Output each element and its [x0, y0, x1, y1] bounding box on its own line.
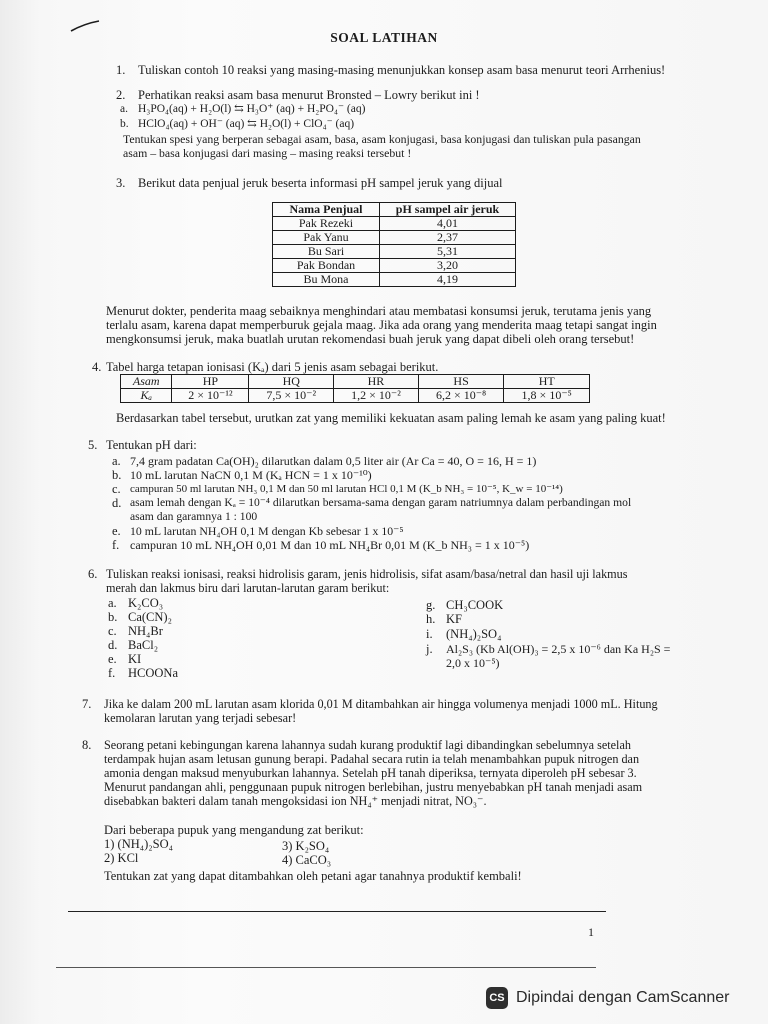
item-label: d.: [112, 496, 122, 510]
item-label: c.: [112, 482, 121, 496]
question-number: 3.: [116, 176, 126, 190]
ka-value-cell: 7,5 × 10⁻²: [249, 389, 334, 403]
acid-name-cell: HP: [172, 375, 249, 389]
question-task: Tentukan spesi yang berperan sebagai asam, basa, asam konjugasi, basa konjugasi dan tuliskan pula pasangan: [123, 132, 641, 146]
item-label: e.: [108, 652, 117, 666]
item-label: b.: [108, 610, 118, 624]
item-label: b.: [120, 118, 129, 130]
table-row: [273, 245, 516, 259]
ph-cell: 2,37: [380, 231, 516, 245]
paragraph-line: terdampak hujan asam letusan gunung berapi. Padahal secara rutin ia telah menambahkan pupuk nitrogen dan: [104, 752, 640, 766]
question-number: 1.: [116, 63, 126, 77]
salt-item: KI: [128, 652, 142, 666]
scan-edge-rule: [56, 967, 596, 968]
item-label: i.: [426, 627, 433, 641]
salt-item: BaCl₂: [128, 638, 159, 652]
question-intro: Berikut data penjual jeruk beserta informasi pH sampel jeruk yang dijual: [138, 176, 503, 190]
question-task: asam – basa konjugasi dari masing – masing reaksi tersebut !: [123, 146, 412, 160]
paragraph-line: Seorang petani kebingungan karena lahannya sudah kurang produktif lagi dibandingkan sebelumnya setelah: [104, 738, 631, 752]
fertilizer-option: 4) CaCO₃: [282, 853, 332, 867]
item-label: c.: [108, 624, 117, 638]
salt-item: CH₃COOK: [446, 598, 504, 612]
orange-ph-table: [272, 202, 516, 287]
table-header: Asam: [121, 375, 172, 389]
seller-cell: Bu Mona: [273, 273, 380, 287]
paragraph-line: Menurut dokter, penderita maag sebaiknya menghindari atau membatasi konsumsi jeruk, terutama jenis yang: [106, 304, 652, 318]
salt-item: Ca(CN)₂: [128, 610, 172, 624]
item-label: d.: [108, 638, 118, 652]
item-label: h.: [426, 612, 436, 626]
list-intro: Dari beberapa pupuk yang mengandung zat berikut:: [104, 823, 364, 837]
item-text: campuran 10 mL NH₄OH 0,01 M dan 10 mL NH₄Br 0,01 M (K_b NH₃ = 1 x 10⁻⁵): [130, 538, 530, 552]
ph-cell: 4,01: [380, 217, 516, 231]
item-text: 10 mL larutan NH₄OH 0,1 M dengan Kb sebesar 1 x 10⁻⁵: [130, 524, 404, 538]
question-text: Jika ke dalam 200 mL larutan asam klorida 0,01 M ditambahkan air hingga volumenya menjadi 1000 mL. Hitung: [104, 697, 658, 711]
item-label: f.: [108, 666, 116, 680]
item-label: j.: [426, 642, 433, 656]
table-header: Nama Penjual: [273, 203, 380, 217]
question-number: 2.: [116, 88, 126, 102]
item-label: e.: [112, 524, 121, 538]
item-label: g.: [426, 598, 436, 612]
ph-cell: 3,20: [380, 259, 516, 273]
salt-item: HCOONa: [128, 666, 178, 680]
acid-name-cell: HT: [504, 375, 590, 389]
question-intro: Tabel harga tetapan ionisasi (Kₐ) dari 5 jenis asam sebagai berikut.: [106, 360, 439, 374]
question-intro: Perhatikan reaksi asam basa menurut Bronsted – Lowry berikut ini !: [138, 88, 480, 102]
table-row: [273, 217, 516, 231]
question-text: Tentukan zat yang dapat ditambahkan oleh petani agar tanahnya produktif kembali!: [104, 869, 522, 883]
table-row: [121, 375, 590, 389]
ka-table: [120, 374, 590, 403]
ka-value-cell: 6,2 × 10⁻⁸: [418, 389, 504, 403]
item-label: a.: [120, 103, 128, 115]
page-title: SOAL LATIHAN: [330, 30, 438, 45]
question-text: Berdasarkan tabel tersebut, urutkan zat yang memiliki kekuatan asam paling lemah ke asam yang paling kuat!: [116, 411, 666, 425]
item-label: b.: [112, 468, 122, 482]
question-intro: merah dan lakmus biru dari larutan-larutan garam berikut:: [106, 581, 390, 595]
seller-cell: Bu Sari: [273, 245, 380, 259]
table-row: [121, 389, 590, 403]
paragraph-line: Menurut pandangan ahli, penggunaan pupuk nitrogen berlebihan, justru menyebabkan pH tanah menjadi asam: [104, 780, 643, 794]
paragraph-line: amonia dengan maksud menyuburkan lahannya. Setelah pH tanah diperiksa, ternyata diperoleh pH sebesar 3.: [104, 766, 637, 780]
ph-cell: 5,31: [380, 245, 516, 259]
item-text: asam lemah dengan Kₐ = 10⁻⁴ dilarutkan bersama-sama dengan garam natriumnya dalam perbandingan mol: [130, 496, 632, 509]
seller-cell: Pak Yanu: [273, 231, 380, 245]
salt-item: (NH₄)₂SO₄: [446, 627, 502, 641]
item-text: asam dan garamnya 1 : 100: [130, 510, 258, 523]
seller-cell: Pak Rezeki: [273, 217, 380, 231]
question-number: 8.: [82, 738, 92, 752]
ka-value-cell: 2 × 10⁻¹²: [172, 389, 249, 403]
item-label: a.: [108, 596, 117, 610]
fertilizer-option: 3) K₂SO₄: [282, 839, 330, 853]
question-number: 7.: [82, 697, 92, 711]
salt-item: Al₂S₃ (Kb Al(OH)₃ = 2,5 x 10⁻⁶ dan Ka H₂S =: [446, 642, 671, 656]
acid-name-cell: HQ: [249, 375, 334, 389]
item-label: a.: [112, 454, 121, 468]
question-intro: Tuliskan reaksi ionisasi, reaksi hidrolisis garam, jenis hidrolisis, sifat asam/basa/netral dan hasil uji lakmus: [106, 567, 628, 581]
reaction-a: H₃PO₄(aq) + H₂O(l) ⇆ H₃O⁺ (aq) + H₂PO₄⁻ (aq): [138, 103, 366, 115]
watermark-text: Dipindai dengan CamScanner: [516, 989, 730, 1006]
acid-name-cell: HS: [418, 375, 504, 389]
fertilizer-option: 2) KCl: [104, 851, 139, 865]
question-number: 4.: [92, 360, 102, 374]
salt-item: K₂CO₃: [128, 596, 164, 610]
salt-item: 2,0 x 10⁻⁵): [446, 656, 500, 670]
item-text: 10 mL larutan NaCN 0,1 M (Kₐ HCN = 1 x 10⁻¹⁰): [130, 468, 372, 482]
camscanner-watermark: [486, 986, 748, 1010]
item-text: 7,4 gram padatan Ca(OH)₂ dilarutkan dalam 0,5 liter air (Ar Ca = 40, O = 16, H = 1): [130, 454, 537, 468]
table-row: [273, 259, 516, 273]
ka-value-cell: 1,2 × 10⁻²: [334, 389, 419, 403]
reaction-b: HClO₄(aq) + OH⁻ (aq) ⇆ H₂O(l) + ClO₄⁻ (aq): [138, 118, 355, 130]
paragraph-line: terlalu asam, karena dapat memperburuk gejala maag. Jika ada orang yang menderita maag tetapi sangat ingin: [106, 318, 657, 332]
ka-value-cell: 1,8 × 10⁻⁵: [504, 389, 590, 403]
table-header: pH sampel air jeruk: [380, 203, 516, 217]
paragraph-line: disebabkan bakteri dalam tanah mengoksidasi ion NH₄⁺ menjadi nitrat, NO₃⁻.: [104, 794, 487, 808]
paragraph-line: mengkonsumsi jeruk, maka buatlah urutan rekomendasi buah jeruk yang dapat dibeli oleh orang tersebut!: [106, 332, 635, 346]
item-label: f.: [112, 538, 120, 552]
item-text: campuran 50 ml larutan NH₃ 0,1 M dan 50 ml larutan HCl 0,1 M (K_b NH₃ = 10⁻⁵, K_w = 10⁻¹⁴): [130, 483, 563, 495]
table-row: [273, 273, 516, 287]
salt-item: NH₄Br: [128, 624, 163, 638]
table-header: Kₐ: [121, 389, 172, 403]
acid-name-cell: HR: [334, 375, 419, 389]
question-intro: Tentukan pH dari:: [106, 438, 197, 452]
salt-item: KF: [446, 612, 462, 626]
question-number: 6.: [88, 567, 98, 581]
table-row: [273, 231, 516, 245]
question-text: Tuliskan contoh 10 reaksi yang masing-masing menunjukkan konsep asam basa menurut teori Arrhenius!: [138, 63, 666, 77]
seller-cell: Pak Bondan: [273, 259, 380, 273]
question-text: kemolaran larutan yang terjadi sebesar!: [104, 711, 297, 725]
question-number: 5.: [88, 438, 98, 452]
fertilizer-option: 1) (NH₄)₂SO₄: [104, 837, 173, 851]
ph-cell: 4,19: [380, 273, 516, 287]
camscanner-logo-icon: CS: [486, 987, 508, 1009]
page-number: 1: [588, 925, 594, 939]
footer-rule: [68, 911, 606, 912]
